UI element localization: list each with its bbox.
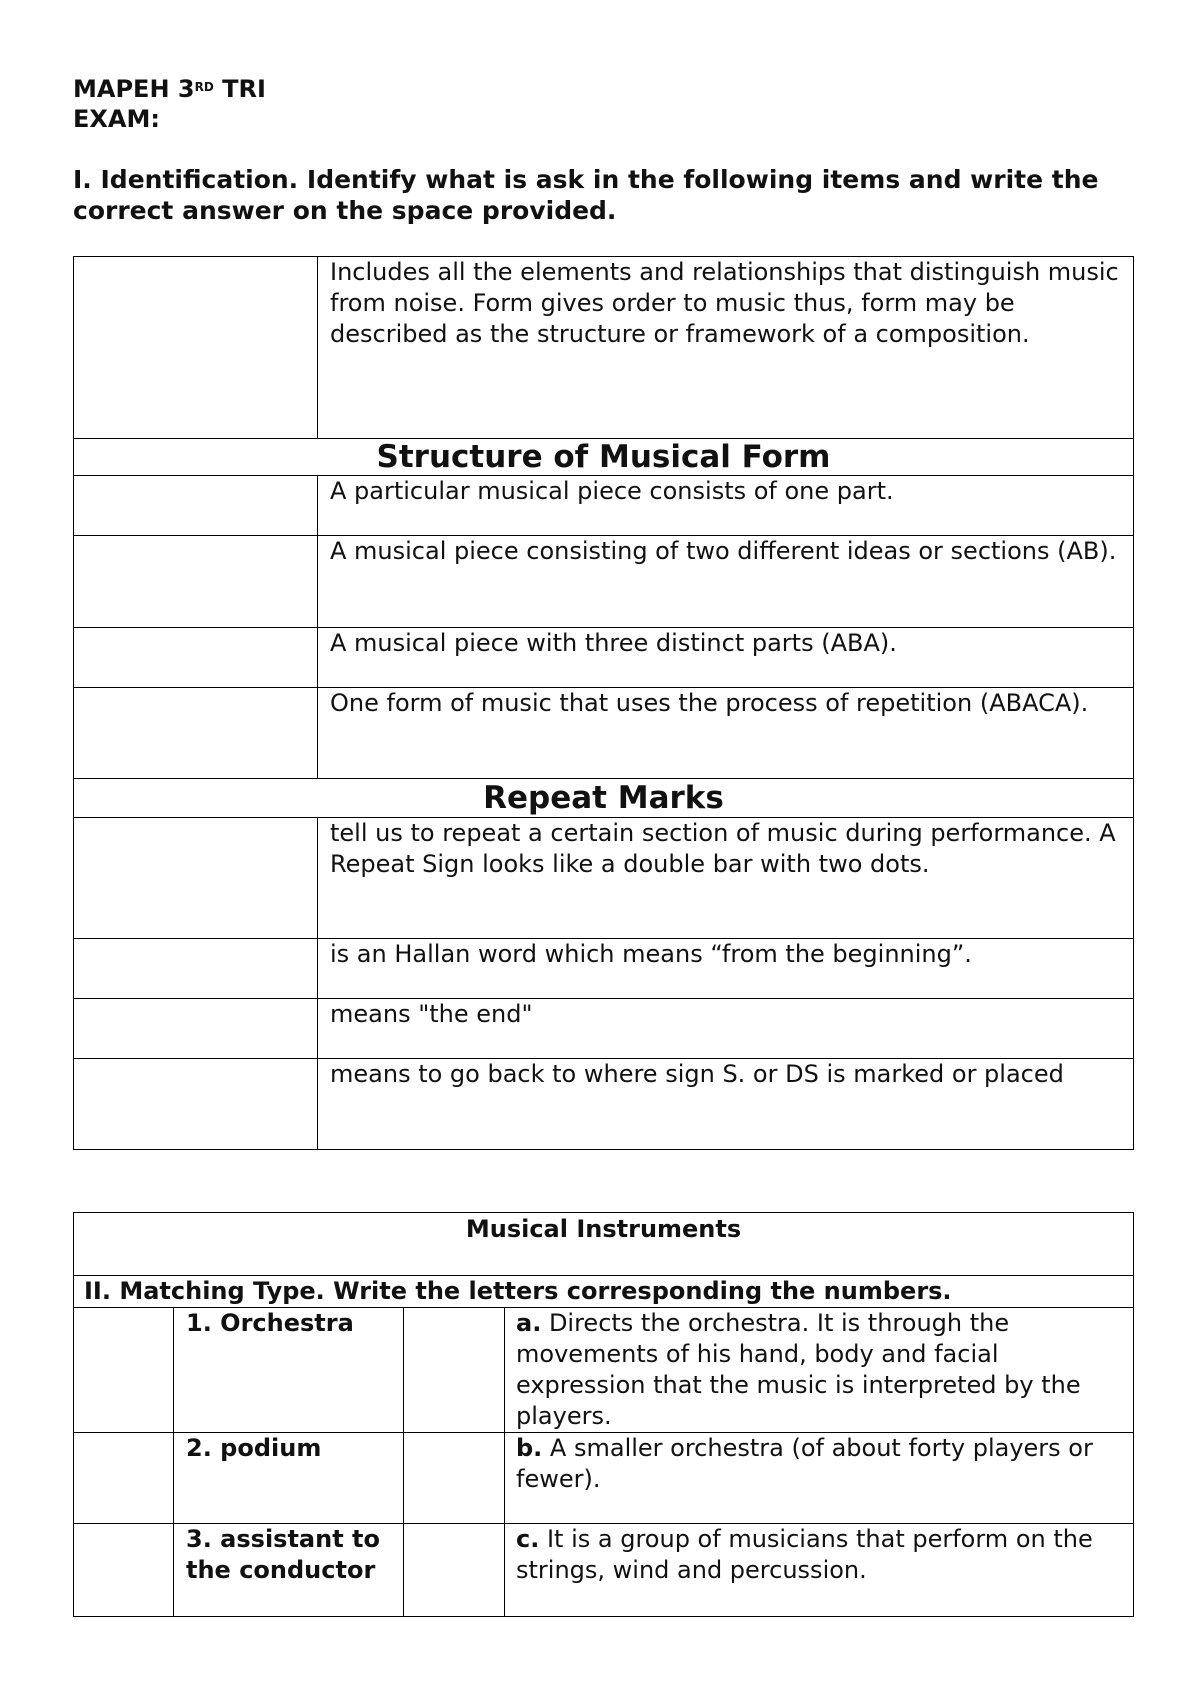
term-cell: 2. podium [174,1433,404,1524]
table-row [74,999,1134,1059]
table-row [74,688,1134,779]
answer-blank[interactable] [74,688,318,779]
table-row [74,1433,1134,1524]
answer-blank[interactable] [74,1308,174,1433]
table-row [74,818,1134,939]
definition-text: A smaller orchestra (of about forty players or fewer). [516,1434,1093,1493]
table-row [74,1308,1134,1433]
musical-instruments-title: Musical Instruments [74,1213,1134,1276]
definition-letter: a. [516,1309,542,1337]
exam-label: EXAM: [73,105,160,133]
item-description: means "the end" [318,999,1134,1059]
item-description: A particular musical piece consists of one part. [318,476,1134,536]
answer-blank[interactable] [74,628,318,688]
matching-table [73,1212,1134,1617]
matching-title-row [74,1213,1134,1276]
matching-instructions-row [74,1276,1134,1308]
answer-blank[interactable] [74,1433,174,1524]
answer-blank[interactable] [74,818,318,939]
answer-blank[interactable] [74,257,318,439]
table-row [74,536,1134,628]
answer-blank[interactable] [74,939,318,999]
item-description: One form of music that uses the process of repetition (ABACA). [318,688,1134,779]
exam-title [73,74,266,104]
letter-blank[interactable] [404,1433,505,1524]
definition-cell [505,1433,1134,1524]
letter-blank[interactable] [404,1524,505,1617]
item-description: tell us to repeat a certain section of music during performance. A Repeat Sign looks like a double bar with two dots. [318,818,1134,939]
definition-text: Directs the orchestra. It is through the movements of his hand, body and facial expression that the music is interpreted by the players. [516,1309,1081,1430]
item-description: A musical piece consisting of two different ideas or sections (AB). [318,536,1134,628]
table-row [74,257,1134,439]
section-title-structure: Structure of Musical Form [74,439,1134,476]
answer-blank[interactable] [74,476,318,536]
exam-title-prefix: MAPEH 3 [73,75,195,103]
definition-text: It is a group of musicians that perform on the strings, wind and percussion. [516,1525,1093,1584]
term-cell: 1. Orchestra [174,1308,404,1433]
answer-blank[interactable] [74,1059,318,1150]
answer-blank[interactable] [74,536,318,628]
matching-instructions: II. Matching Type. Write the letters corresponding the numbers. [74,1276,1134,1308]
table-row [74,1059,1134,1150]
definition-cell [505,1308,1134,1433]
table-row [74,476,1134,536]
exam-title-suffix: TRI [213,75,266,103]
identification-instructions: I. Identification. Identify what is ask in the following items and write the correct answer on the space provided. [73,165,1099,225]
table-row [74,1524,1134,1617]
item-description: Includes all the elements and relationships that distinguish music from noise. Form gives order to music thus, form may be described as the structure or framework of a composition. [318,257,1134,439]
exam-title-superscript: RD [194,80,214,94]
table-row [74,939,1134,999]
item-description: means to go back to where sign S. or DS is marked or placed [318,1059,1134,1150]
section-header-row [74,439,1134,476]
definition-letter: c. [516,1525,540,1553]
identification-table [73,256,1134,1150]
answer-blank[interactable] [74,1524,174,1617]
letter-blank[interactable] [404,1308,505,1433]
table-row [74,628,1134,688]
section-header-row [74,779,1134,818]
term-cell: 3. assistant to the conductor [174,1524,404,1617]
answer-blank[interactable] [74,999,318,1059]
definition-cell [505,1524,1134,1617]
item-description: is an Hallan word which means “from the beginning”. [318,939,1134,999]
section-title-repeat-marks: Repeat Marks [74,779,1134,818]
item-description: A musical piece with three distinct parts (ABA). [318,628,1134,688]
definition-letter: b. [516,1434,543,1462]
